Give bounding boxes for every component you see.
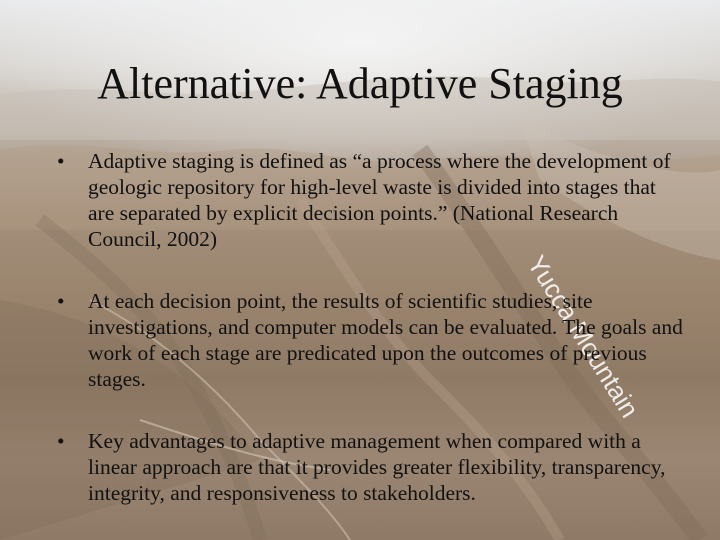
bullet-text: Key advantages to adaptive management when compared with a linear approach are that it provides greater flexibility, transparency, integrity, and responsiveness to stakeholders. — [88, 429, 666, 505]
bullet-text: At each decision point, the results of scientific studies, site investigations, and computer models can be evaluated. The goals and work of each stage are predicated upon the outcomes of previous stages. — [88, 289, 683, 391]
bullet-marker: • — [57, 149, 65, 173]
bullet-list — [55, 148, 685, 540]
bullet-item — [55, 428, 685, 506]
yucca-mountain-map-label: Yucca Mountain — [521, 250, 646, 423]
bullet-marker: • — [57, 289, 65, 313]
bullet-text: Adaptive staging is defined as “a process where the development of geologic repository for high-level waste is divided into stages that are separated by explicit decision points.” (National Research Council, 2002) — [88, 149, 671, 251]
slide-title: Alternative: Adaptive Staging — [97, 59, 623, 108]
bullet-marker: • — [57, 429, 65, 453]
bullet-item — [55, 288, 685, 392]
bullet-item — [55, 148, 685, 252]
